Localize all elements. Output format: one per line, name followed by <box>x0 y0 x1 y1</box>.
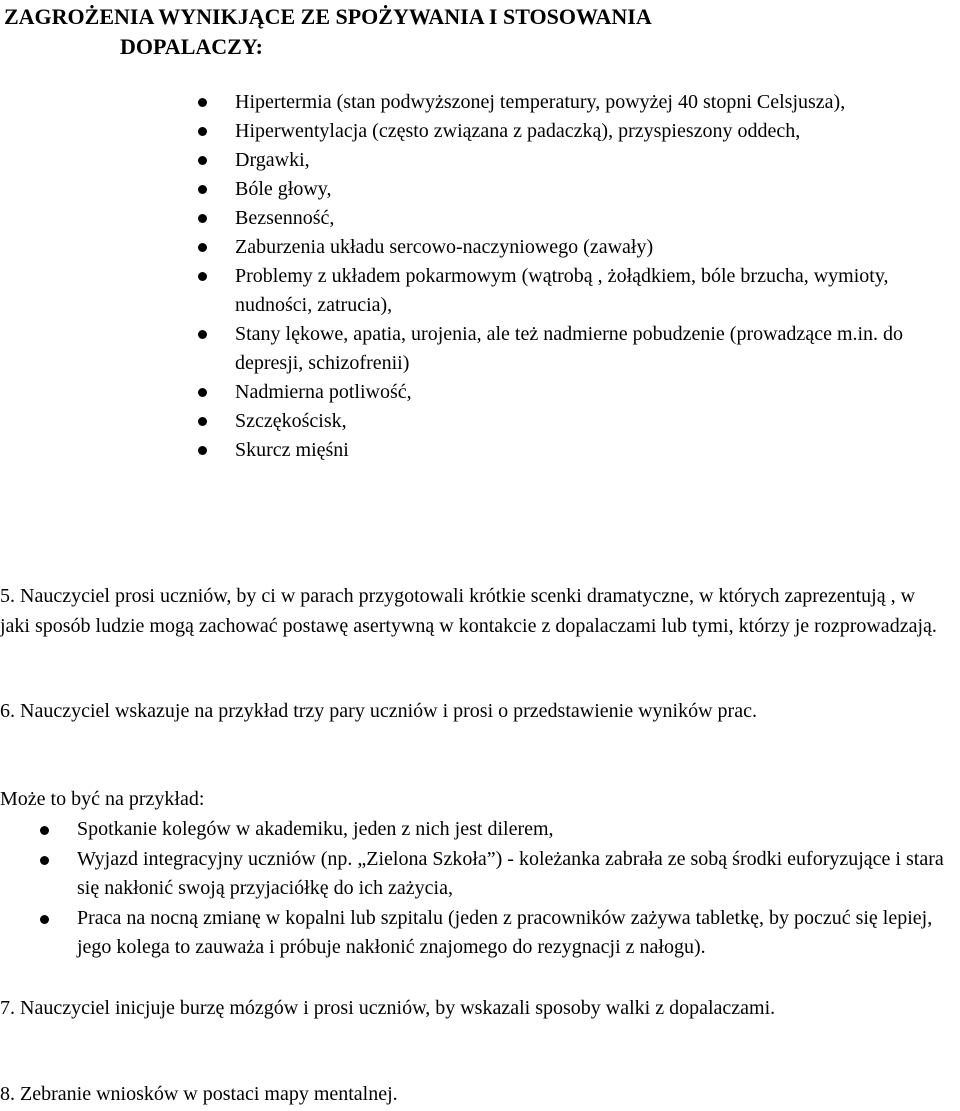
bullet-icon <box>40 915 49 924</box>
list-item-text: Hiperwentylacja (często związana z padaczką), przyspieszony oddech, <box>235 120 801 142</box>
bullet-icon <box>198 156 207 165</box>
step-8-paragraph: 8. Zebranie wniosków w postaci mapy mentalnej. <box>0 1083 398 1105</box>
bullet-icon <box>198 446 207 455</box>
list-item <box>198 175 938 204</box>
bullet-icon <box>198 185 207 194</box>
bullet-icon <box>198 214 207 223</box>
list-item-text: Wyjazd integracyjny uczniów (np. „Zielona Szkoła”) - koleżanka zabrała ze sobą środki euforyzujące i stara się nakłonić swoją przyjaciółkę do ich zażycia, <box>77 847 944 899</box>
list-item <box>198 262 938 320</box>
list-item-text: Zaburzenia układu sercowo-naczyniowego (zawały) <box>235 236 654 258</box>
list-item <box>40 815 950 845</box>
list-item <box>40 845 950 904</box>
bullet-icon <box>40 826 49 835</box>
list-item-text: Skurcz mięśni <box>235 439 349 461</box>
list-item-text: Problemy z układem pokarmowym (wątrobą , żołądkiem, bóle brzucha, wymioty, nudności, zatrucia), <box>235 265 889 316</box>
scenarios-list <box>40 815 950 963</box>
list-item-text: Szczękościsk, <box>235 410 347 432</box>
title-line-1: ZAGROŻENIA WYNIKJĄCE ZE SPOŻYWANIA I STOSOWANIA <box>4 4 652 29</box>
list-item-text: Bóle głowy, <box>235 178 332 200</box>
list-item <box>198 407 938 436</box>
list-item <box>198 88 938 117</box>
bullet-icon <box>198 127 207 136</box>
list-item-text: Spotkanie kolegów w akademiku, jeden z nich jest dilerem, <box>77 818 554 840</box>
step-5-paragraph: 5. Nauczyciel prosi uczniów, by ci w parach przygotowali krótkie scenki dramatyczne, w których zaprezentują , w jaki sposób ludzie mogą zachować postawę asertywną w kontakcie z dopalaczami lub tymi, którzy je rozprowadzają. <box>0 585 937 637</box>
list-item <box>198 146 938 175</box>
hazards-list <box>198 88 938 465</box>
title-line-2: DOPALACZY: <box>120 34 264 59</box>
bullet-icon <box>198 98 207 107</box>
list-item <box>198 233 938 262</box>
list-item-text: Praca na nocną zmianę w kopalni lub szpitalu (jeden z pracowników zażywa tabletkę, by poczuć się lepiej, jego kolega to zauważa i próbuje nakłonić znajomego do rezygnacji z nałogu). <box>77 906 933 958</box>
list-item-text: Drgawki, <box>235 149 310 171</box>
list-item <box>198 117 938 146</box>
step-7-paragraph: 7. Nauczyciel inicjuje burzę mózgów i prosi uczniów, by wskazali sposoby walki z dopalaczami. <box>0 997 776 1019</box>
list-item <box>198 320 938 378</box>
step-6-paragraph: 6. Nauczyciel wskazuje na przykład trzy pary uczniów i prosi o przedstawienie wyników prac. <box>0 700 757 722</box>
bullet-icon <box>198 417 207 426</box>
bullet-icon <box>198 243 207 252</box>
list-item <box>198 378 938 407</box>
bullet-icon <box>198 388 207 397</box>
list-item <box>198 436 938 465</box>
list-item-text: Hipertermia (stan podwyższonej temperatury, powyżej 40 stopni Celsjusza), <box>235 91 846 113</box>
bullet-icon <box>40 856 49 865</box>
list-item <box>40 904 950 963</box>
list-item <box>198 204 938 233</box>
list-item-text: Stany lękowe, apatia, urojenia, ale też nadmierne pobudzenie (prowadzące m.in. do depresji, schizofrenii) <box>235 323 904 374</box>
examples-intro: Może to być na przykład: <box>0 788 205 810</box>
bullet-icon <box>198 272 207 281</box>
list-item-text: Nadmierna potliwość, <box>235 381 412 403</box>
list-item-text: Bezsenność, <box>235 207 335 229</box>
bullet-icon <box>198 330 207 339</box>
